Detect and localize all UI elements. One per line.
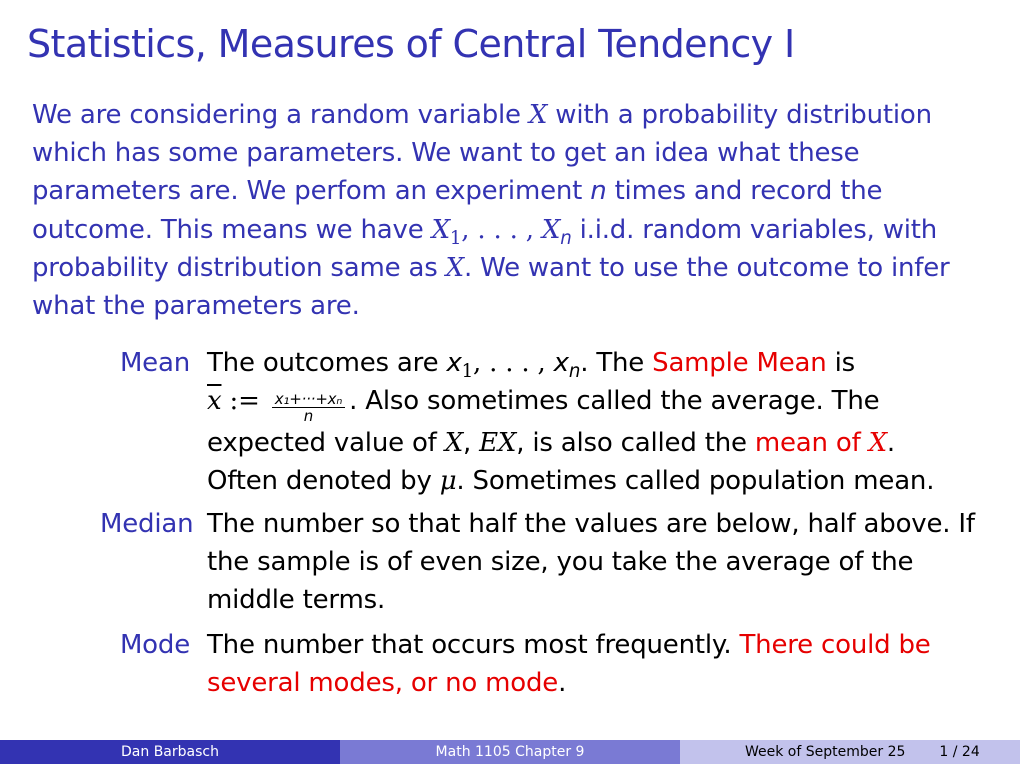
- definition-mode-body: The number that occurs most frequently. There could be several modes, or no mode.: [207, 630, 931, 699]
- intro-paragraph: We are considering a random variable X with a probability distribution which has some parameters. We want to get an idea what these parameters are. We perfom an experiment n times and record the outcome. This means we have $X_1$, . . . , $X_n$ i.i.d. random variables, with probability distribution same as X. We want to use the outcome to infer what the parameters are.: [32, 100, 950, 322]
- footer-course: Math 1105 Chapter 9: [340, 740, 680, 764]
- sample-mean-fraction: $\frac{\text{x₁+···+xₙ}}{n}$: [272, 391, 345, 424]
- footer-bar: [0, 740, 1020, 764]
- footer-week: Week of September 25: [745, 744, 906, 760]
- mean-of-x-highlight: mean of X: [754, 428, 887, 459]
- xbar-symbol: $\overline{x}$: [207, 386, 222, 417]
- term-mode: Mode: [119, 630, 190, 660]
- footer-info: [680, 740, 1020, 764]
- modes-highlight: There could be several modes, or no mode: [207, 630, 931, 699]
- term-mean: Mean: [119, 348, 190, 378]
- slide-title: Statistics, Measures of Central Tendency I: [27, 22, 795, 66]
- definition-median-body: The number so that half the values are below, half above. If the sample is of even size, you take the average of the middle terms.: [207, 509, 975, 616]
- definition-mean-body: The outcomes are $x_1$, . . . , $x_n$. The Sample Mean is $\overline{x}$ := $\frac{\text{x₁+···+xₙ}}{n}$ . Also sometimes called the average. The expected value of X, EX, is also called the mean of X. Often denoted by μ. Sometimes called population mean.: [207, 348, 935, 497]
- footer-page-number: 1 / 24: [939, 744, 980, 760]
- footer-author: Dan Barbasch: [0, 740, 340, 764]
- sample-mean-highlight: Sample Mean: [652, 348, 827, 378]
- term-median: Median: [100, 509, 194, 539]
